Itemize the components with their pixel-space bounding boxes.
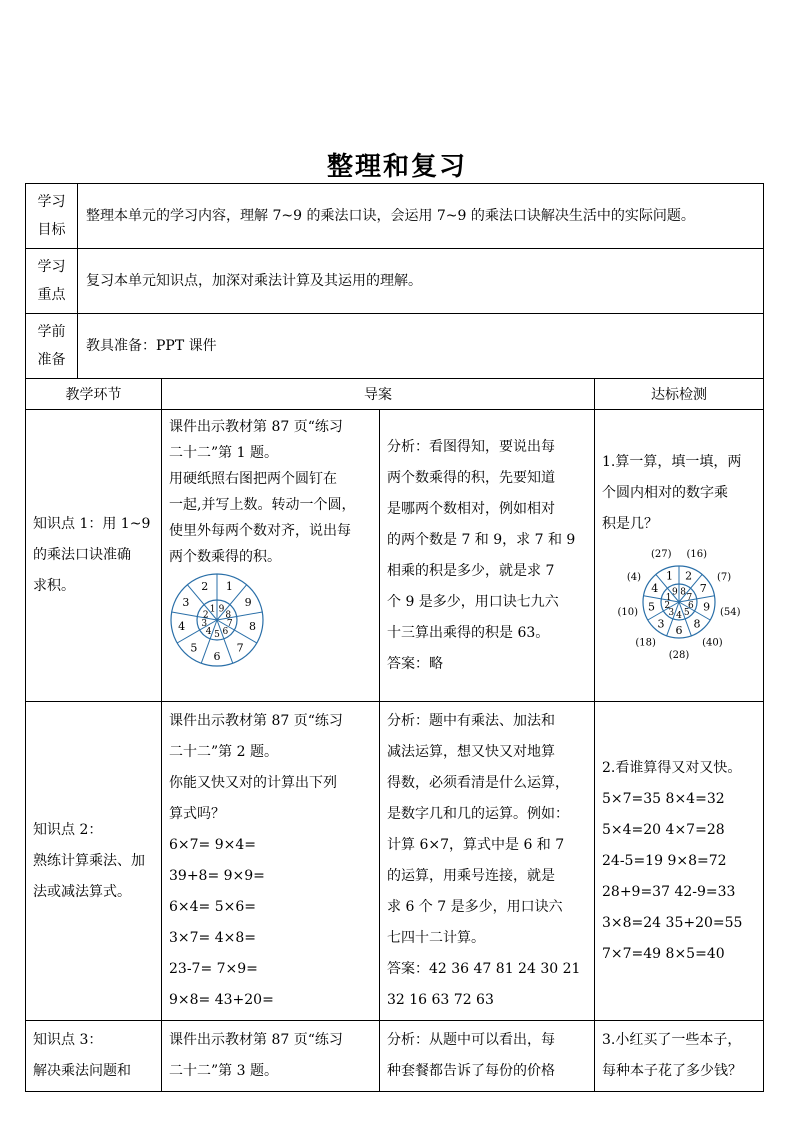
lesson-table <box>25 183 764 1092</box>
page-title: 整理和复习 <box>326 152 467 182</box>
wheel-number: 9 <box>218 604 225 615</box>
wheel-number: 7 <box>236 641 244 655</box>
wheel-number: (40) <box>702 637 723 649</box>
k3-guide: 课件出示教材第 87 页“练习 二十二”第 3 题。 <box>162 1021 380 1092</box>
wheel-number: 9 <box>703 600 711 614</box>
k2-check: 2.看谁算得又对又快。 5×7=35 8×4=32 5×4=20 4×7=28 24-5=19 9×8=72 28+9=37 42-9=33 3×8=24 35+20=55 7×7=49 8×5=40 <box>595 702 764 1021</box>
prep-text: 教具准备：PPT 课件 <box>78 314 764 379</box>
wheel-number: 7 <box>686 592 693 603</box>
wheel-number: 8 <box>680 587 686 598</box>
goal-text: 整理本单元的学习内容，理解 7~9 的乘法口诀，会运用 7~9 的乘法口诀解决生活中的实际问题。 <box>78 184 764 249</box>
wheel-number: (18) <box>635 637 656 649</box>
wheel-number: 7 <box>226 619 233 630</box>
wheel-number: 3 <box>201 619 208 630</box>
k1-analysis: 分析：看图得知，要说出每 两个数乘得的积，先要知道 是哪两个数相对，例如相对 的两个数是 7 和 9，求 7 和 9 相乘的积是多少，就是求 7 个 9 是多少，用口诀七九六 十三算出乘得的积是 63。 答案：略 <box>380 410 595 702</box>
k2-guide: 课件出示教材第 87 页“练习 二十二”第 2 题。 你能又快又对的计算出下列 算式吗？ 6×7= 9×4= 39+8= 9×9= 6×4= 5×6= 3×7= 4×8= 23-7= 7×9= 9×8= 43+20= <box>162 702 380 1021</box>
wheel-number: 1 <box>225 580 233 594</box>
wheel-number: (28) <box>668 649 690 661</box>
wheel-number: (16) <box>686 548 708 560</box>
product-wheel-figure <box>614 540 744 664</box>
wheel-number: 1 <box>209 604 216 615</box>
k3-row <box>26 1021 764 1092</box>
focus-row <box>26 249 764 314</box>
wheel-number: 9 <box>244 595 252 609</box>
wheel-number: 6 <box>222 626 229 637</box>
header-stage: 教学环节 <box>26 379 162 410</box>
wheel-number: (7) <box>716 571 732 583</box>
k3-check: 3.小红买了一些本子， 每种本子花了多少钱？ <box>595 1021 764 1092</box>
wheel-number: 2 <box>202 610 209 621</box>
wheel-number: 8 <box>248 620 256 634</box>
wheel-number: 2 <box>201 580 209 594</box>
header-guide: 导案 <box>162 379 595 410</box>
wheel-number: 9 <box>672 587 678 598</box>
prep-row <box>26 314 764 379</box>
wheel-number: 6 <box>675 623 683 637</box>
wheel-number: 8 <box>693 617 701 631</box>
wheel-number: 7 <box>699 581 707 595</box>
k1-check: 1.算一算，填一填，两 个圆内相对的数字乘 积是几？ (16) (7) (54) (40) (28) (18) (10) (4) (27) 2 7 9 8 6 3 5 4 1 8 7 6 5 4 3 2 1 9 <box>595 410 764 702</box>
wheel-number: 5 <box>190 641 198 655</box>
goal-label: 学习 目标 <box>26 184 78 249</box>
wheel-number: 3 <box>182 595 190 609</box>
prep-label: 学前 准备 <box>26 314 78 379</box>
wheel-number: 8 <box>225 610 232 621</box>
goal-row <box>26 184 764 249</box>
wheel-number: 2 <box>664 600 671 611</box>
k1-guide: 课件出示教材第 87 页“练习 二十二”第 1 题。 用硬纸照右图把两个圆钉在 一起,并写上数。转动一个圆， 使里外每两个数对齐，说出每 两个数乘得的积。 1 9 8 7 6 5 4 3 2 9 8 7 6 5 4 3 2 1 <box>162 410 380 702</box>
k2-analysis: 分析：题中有乘法、加法和 减法运算，想又快又对地算 得数，必须看清是什么运算， 是数字几和几的运算。例如： 计算 6×7，算式中是 6 和 7 的运算，用乘号连接，就是 求 6 个 7 是多少，用口诀六 七四十二计算。 答案：42 36 47 81 24 30 21 32 16 63 72 63 <box>380 702 595 1021</box>
focus-text: 复习本单元知识点，加深对乘法计算及其运用的理解。 <box>78 249 764 314</box>
wheel-number: 6 <box>213 649 221 663</box>
wheel-number: 3 <box>668 608 675 619</box>
wheel-number: 5 <box>683 608 690 619</box>
wheel-number: 5 <box>647 600 655 614</box>
k3-analysis: 分析：从题中可以看出，每 种套餐都告诉了每份的价格 <box>380 1021 595 1092</box>
wheel-number: 4 <box>178 620 186 634</box>
k3-stage: 知识点 3： 解决乘法问题和 <box>26 1021 162 1092</box>
k2-row <box>26 702 764 1021</box>
wheel-number: 3 <box>657 617 665 631</box>
number-wheel-figure <box>169 572 265 668</box>
wheel-number: 6 <box>687 600 694 611</box>
header-row <box>26 379 764 410</box>
wheel-number: (10) <box>617 606 639 618</box>
wheel-number: 4 <box>676 610 682 621</box>
focus-label: 学习 重点 <box>26 249 78 314</box>
wheel-number: (4) <box>626 571 642 583</box>
wheel-number: 1 <box>665 569 673 583</box>
wheel-number: (54) <box>719 606 741 618</box>
wheel-number: 4 <box>205 626 212 637</box>
k1-row <box>26 410 764 702</box>
wheel-number: 2 <box>685 569 693 583</box>
header-check: 达标检测 <box>595 379 764 410</box>
wheel-number: 4 <box>651 581 659 595</box>
wheel-number: (27) <box>650 548 672 560</box>
k2-stage: 知识点 2： 熟练计算乘法、加 法或减法算式。 <box>26 702 162 1021</box>
k1-stage: 知识点 1：用 1~9 的乘法口诀准确 求积。 <box>26 410 162 702</box>
wheel-number: 1 <box>665 592 672 603</box>
wheel-number: 5 <box>214 629 220 640</box>
